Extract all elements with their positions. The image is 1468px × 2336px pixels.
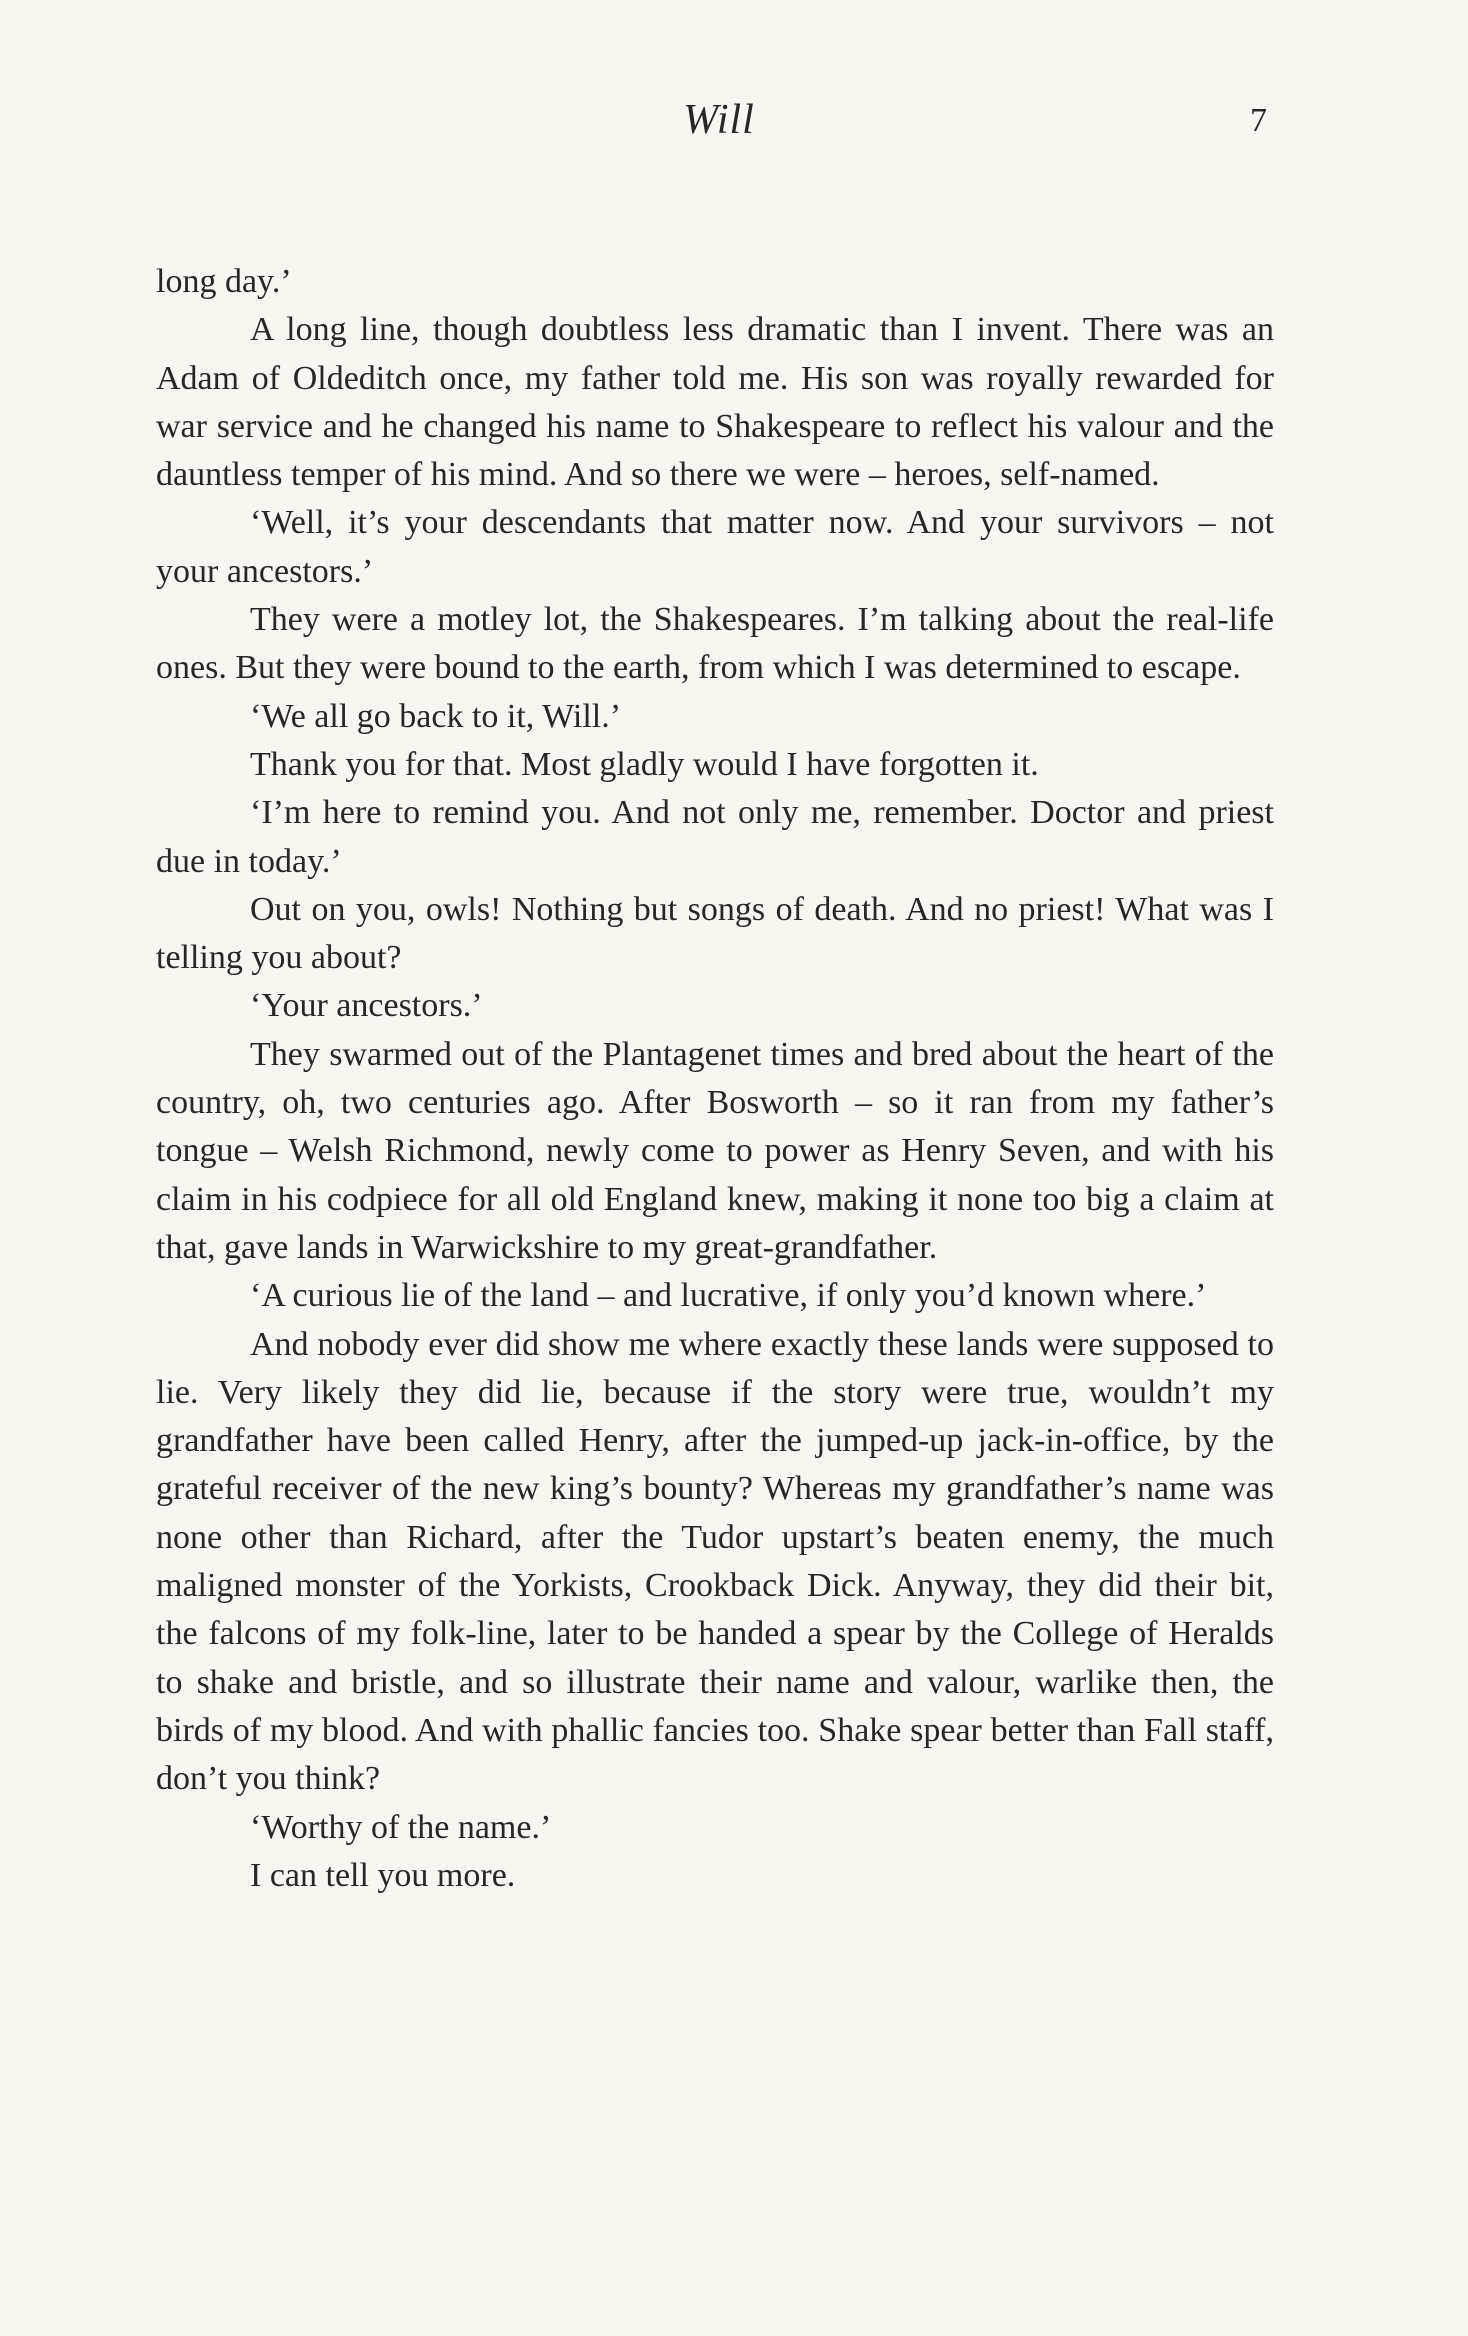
paragraph: Thank you for that. Most gladly would I have forgotten it.: [250, 745, 1039, 783]
paragraph: They swarmed out of the Plantagenet times and bred about the heart of the country, oh, two centuries ago. After Bosworth – so it ran from my father’s tongue – Welsh Richmond, newly come to power as Henry Seven, and with his claim in his codpiece for all old England knew, making it none too big a claim at that, gave lands in Warwickshire to my great-grandfather.: [156, 1035, 1274, 1266]
running-head-title: Will: [683, 97, 755, 143]
page-number: 7: [1250, 102, 1267, 139]
paragraph: ‘We all go back to it, Will.’: [250, 697, 622, 735]
paragraph: ‘Well, it’s your descendants that matter now. And your survivors – not your ancestors.’: [156, 504, 1274, 590]
paragraph: I can tell you more.: [250, 1856, 516, 1894]
paragraph: Out on you, owls! Nothing but songs of death. And no priest! What was I telling you about?: [156, 890, 1274, 977]
paragraph: ‘I’m here to remind you. And not only me, remember. Doctor and priest due in today.’: [156, 794, 1274, 880]
paragraph: They were a motley lot, the Shakespeares. I’m talking about the real-life ones. But they were bound to the earth, from which I was determined to escape.: [156, 601, 1274, 687]
paragraph: And nobody ever did show me where exactly these lands were supposed to lie. Very likely they did lie, because if the story were true, wouldn’t my grandfather have been called Henry, after the jumped-up jack-in-office, by the grateful receiver of the new king’s bounty? Whereas my grandfather’s name was none other than Richard, after the Tudor upstart’s beaten enemy, the much maligned monster of the Yorkists, Crookback Dick. Anyway, they did their bit, the falcons of my folk-line, later to be handed a spear by the College of Heralds to shake and bristle, and so illustrate their name and valour, warlike then, the birds of my blood. And with phallic fancies too. Shake spear better than Fall staff, don’t you think?: [156, 1325, 1274, 1798]
paragraph: A long line, though doubtless less dramatic than I invent. There was an Adam of Oldeditch once, my father told me. His son was royally rewarded for war service and he changed his name to Shakespeare to reflect his valour and the dauntless temper of his mind. And so there we were – heroes, self-named.: [156, 311, 1274, 494]
body-text: [156, 258, 1274, 1900]
paragraph: long day.’: [156, 263, 292, 300]
paragraph: ‘Your ancestors.’: [250, 987, 483, 1025]
paragraph: ‘Worthy of the name.’: [250, 1808, 552, 1846]
paragraph: ‘A curious lie of the land – and lucrative, if only you’d known where.’: [250, 1277, 1207, 1315]
